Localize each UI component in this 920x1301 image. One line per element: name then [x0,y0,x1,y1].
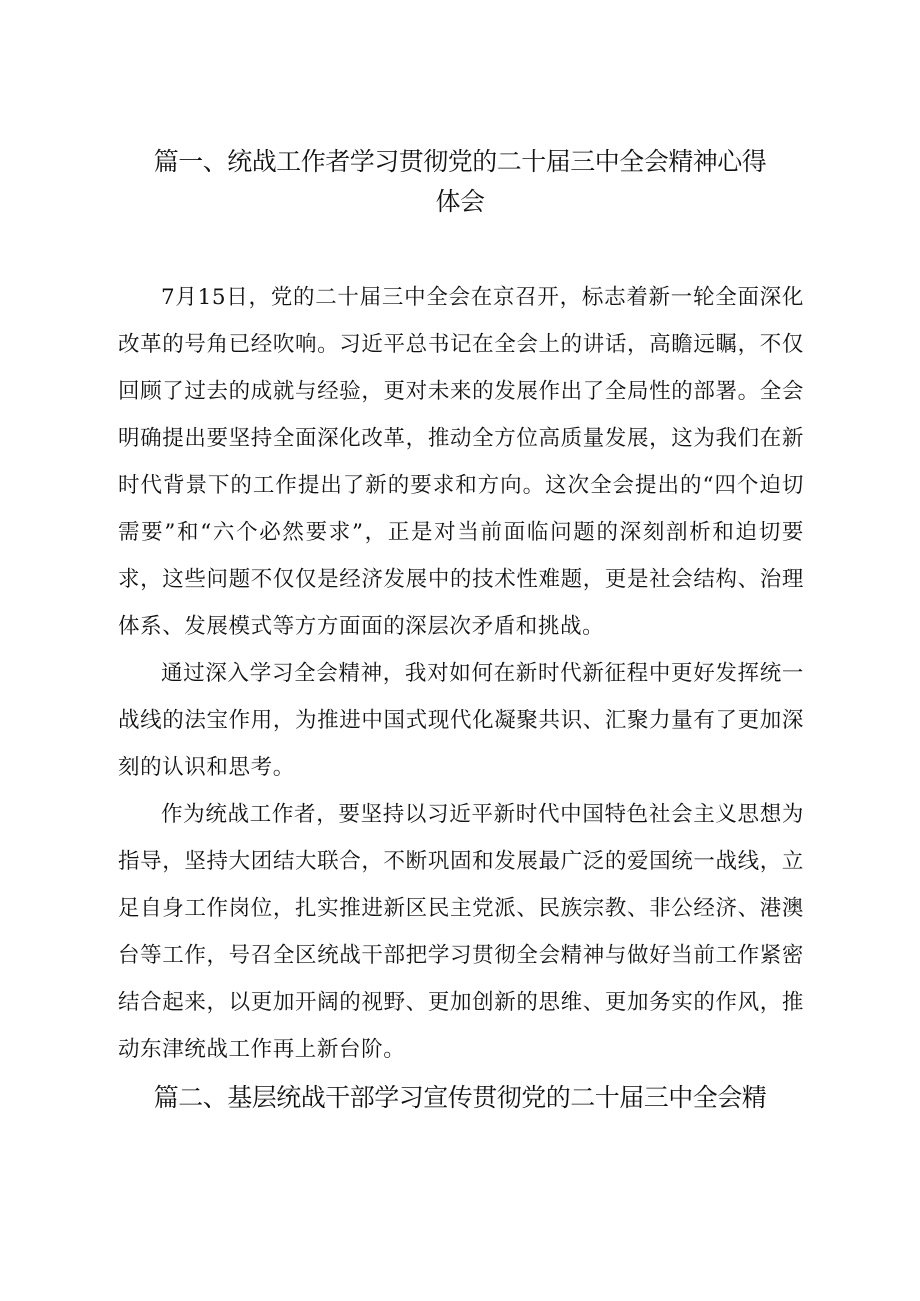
paragraph-3: 作为统战工作者，要坚持以习近平新时代中国特色社会主义思想为指导，坚持大团结大联合，不断巩固和发展最广泛的爱国统一战线，立足自身工作岗位，扎实推进新区民主党派、民族宗教、非公经济、港澳台等工作，号召全区统战干部把学习贯彻全会精神与做好当前工作紧密结合起来，以更加开阔的视野、更加创新的思维、更加务实的作风，推动东津统战工作再上新台阶。 [118,802,804,1062]
article-title-1 [120,142,800,222]
paragraph-1: 7月15日，党的二十届三中全会在京召开，标志着新一轮全面深化改革的号角已经吹响。习近平总书记在全会上的讲话，高瞻远瞩，不仅回顾了过去的成就与经验，更对未来的发展作出了全局性的部署。全会明确提出要坚持全面深化改革，推动全方位高质量发展，这为我们在新时代背景下的工作提出了新的要求和方向。这次全会提出的“四个迫切需要”和“六个必然要求”，正是对当前面临问题的深刻剖析和迫切要求，这些问题不仅仅是经济发展中的技术性难题，更是社会结构、治理体系、发展模式等方方面面的深层次矛盾和挑战。 [118,285,804,639]
article-body [118,274,804,1073]
paragraph-2: 通过深入学习全会精神，我对如何在新时代新征程中更好发挥统一战线的法宝作用，为推进中国式现代化凝聚共识、汇聚力量有了更加深刻的认识和思考。 [118,661,804,780]
article-title-1-line-2: 体会 [435,187,485,216]
article-title-2: 篇二、基层统战干部学习宣传贯彻党的二十届三中全会精 [153,1083,767,1112]
article-title-1-line-1: 篇一、统战工作者学习贯彻党的二十届三中全会精神心得 [153,147,767,176]
